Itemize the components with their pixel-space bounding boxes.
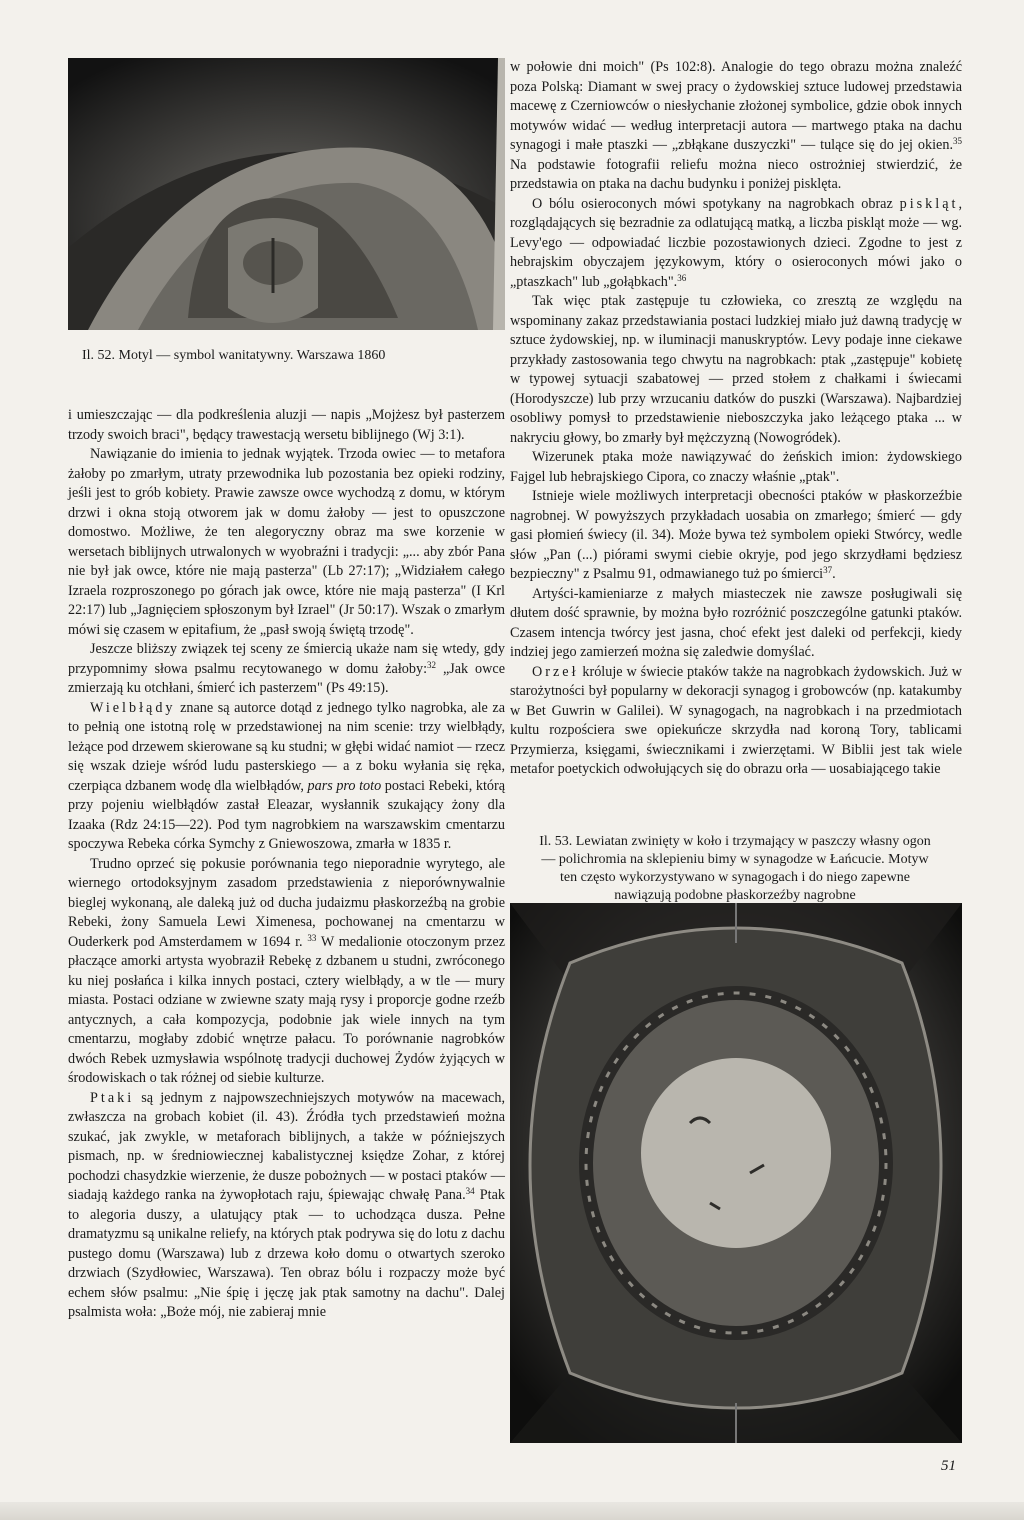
spaced-term: Ptaki [90, 1089, 135, 1106]
page-bottom-edge [0, 1502, 1024, 1520]
footnote-ref: 32 [427, 659, 437, 670]
paragraph: i umieszczając — dla podkreślenia aluzji — napis „Mojżesz był pasterzem trzody swoich braci", będący trawestacją wersetu biblijnego (Wj 3:1). [68, 407, 505, 443]
italic-phrase: pars pro toto [307, 777, 382, 794]
footnote-ref: 36 [677, 272, 687, 283]
footnote-ref: 34 [465, 1186, 475, 1196]
footnote-ref: 37 [823, 565, 833, 575]
caption-line: ten często wykorzystywano w synagogach i do niego zapewne [560, 870, 910, 885]
spaced-term: piskląt [899, 195, 959, 212]
caption-line: — polichromia na sklepieniu bimy w synagodze w Łańcucie. Motyw [541, 852, 929, 867]
paragraph: Orzeł króluje w świecie ptaków także na nagrobkach żydowskich. Już w starożytności był popularny w dekoracji synagog i grobowców (np. katakumby w Bet Guwrin w Galilei). W synagogach, na nagrobkach i na przedmiotach kultu rozpościera swe opiekuńcze skrzydła nad koroną Tory, tablicami Przymierza, księgami, świecznikami i zwierzętami. W Biblii jest tak wiele metafor poetyckich odwołujących się do obrazu orła — uosabiającego takie [510, 663, 962, 777]
paragraph: Wielbłądy znane są autorce dotąd z jednego tylko nagrobka, ale za to pełnią one istotną rolę w przedstawionej na nim scenie: trzy wielbłądy, leżące pod drzewem skierowane są ku studni; w głębi widać namiot — rzecz się wszak dzieje wśród ludu pasterskiego — a z boku wyłania się ręka, czerpiąca dzbanem wodę dla wielbłądów, pars pro toto postaci Rebeki, którą przy pojeniu wielbłądów zastał Eleazar, wysłannik szukający żony dla Izaaka (Rdz 24:15—22). Pod tym nagrobkiem na warszawskim cmentarzu spoczywa Rebeka córka Symchy z Gniewoszowa, zmarła w 1835 r. [68, 699, 505, 852]
footnote-ref: 35 [953, 136, 962, 146]
footnote-ref: 33 [307, 932, 317, 943]
page-number: 51 [941, 1458, 956, 1474]
paragraph: w połowie dni moich" (Ps 102:8). Analogie do tego obrazu można znaleźć poza Polską: Diamant w swej pracy o żydowskiej sztuce ludowej przedstawia macewę z Czerniowców o niesłychanie złożonej symbolice, gdzie obok innych motywów widać — według interpretacji autora — martwego ptaka na dachu synagogi i małe ptaszki — „zbłąkane duszyczki" — tulące się do jej okien.$^{35}$ Na podstawie fotografii reliefu można nieco ostrożniej stwierdzić, że przedstawia on ptaka na dachu budynku i poniżej pisklęta. [510, 59, 962, 192]
spaced-term: Wielbłądy [90, 699, 176, 716]
caption-line: nawiązują podobne płaskorzeźby nagrobne [614, 888, 856, 903]
figure-53-caption [510, 833, 960, 905]
paragraph: Wizerunek ptaka może nawiązywać do żeńskich imion: żydowskiego Fajgel lub hebrajskiego Cipora, co znaczy właśnie „ptak". [510, 449, 962, 485]
right-text-column [510, 58, 962, 780]
butterfly-relief-photo [68, 58, 505, 330]
paragraph: Tak więc ptak zastępuje tu człowieka, co zresztą ze względu na wspominany zakaz przedstawiania postaci ludzkiej miało już dawną tradycję w sztuce żydowskiej, np. w iluminacji manuskryptów. Levy podaje inne ciekawe przykłady zastosowania tego chwytu na nagrobkach: ptak „zastępuje" kobietę w typowej sytuacji szabatowej — przed stołem z chałkami i świecami (Horodyszcze) lub przy wrzucaniu datków do puszki (Warszawa). Najbardziej osobliwy pomysł to przedstawienie nieboszczyka jako leżącego ptaka ... w nakryciu głowy, bo zmarły był mężczyzną (Nowogródek). [510, 293, 962, 446]
paragraph: Ptaki są jednym z najpowszechniejszych motywów na macewach, zwłaszcza na grobach kobiet (il. 43). Źródła tych przedstawień można szukać, jak zwykle, w metaforach biblijnych, a także w późniejszych pismach, np. w średniowiecznej kabalistycznej księdze Zohar, z której pochodzi chasydzkie wierzenie, że dusze pobożnych — w postaci ptaków — siadają każdego ranka na żywopłotach raju, śpiewając chwałę Pana.$^{34}$ Ptak to alegoria duszy, a ulatujący ptak — to uchodząca dusza. Pełne dramatyzmu są unikalne reliefy, na których ptak podrywa się do lotu z dachu pustego domu (Warszawa) lub z drzewa koło domu o otwartych szeroko drzwiach (Szydłowiec, Warszawa). Ten obraz bólu i rozpaczy może być echem słów psalmu: „Nie śpię i jęczę jak ptak samotny na dachu". Dalej psalmista woła: „Boże mój, nie zabieraj mnie [68, 1089, 505, 1320]
butterfly-relief-image [68, 58, 505, 330]
paragraph: O bólu osieroconych mówi spotykany na nagrobkach obraz piskląt, rozglądających się bezradnie za odlatującą matką, a liczba piskląt może — wg. Levy'ego — odpowiadać liczbie pozostawionych dzieci. Zgodne to jest z hebrajskim obyczajem językowym, który o osieroconych mówi jako o „ptaszkach" lub „gołąbkach".$^{36}$ [510, 195, 962, 290]
paragraph: Artyści-kamieniarze z małych miasteczek nie zawsze posługiwali się dłutem dość sprawnie, by można było rozróżnić poszczególne gatunki ptaków. Czasem intencja twórcy jest jasna, choć efekt jest daleki od perfekcji, kiedy indziej jego zamierzeń można się zaledwie domyślać. [510, 585, 962, 660]
caption-line: Il. 53. Lewiatan zwinięty w koło i trzymający w paszczy własny ogon [539, 834, 931, 849]
leviathan-ceiling-image [510, 903, 962, 1443]
left-text-column [68, 406, 505, 1323]
paragraph: Nawiązanie do imienia to jednak wyjątek. Trzoda owiec — to metafora żałoby po zmarłym, utraty przewodnika lub pozostania bez opieki rodziny, jeśli jest to grób kobiety. Prawie zawsze owce wychodzą z domu, w którym drzwi i okna stoją otworem jak w domu żałoby — jest to opuszczone domostwo. Możliwe, że ten alegoryczny obraz ma swe korzenie w wersetach biblijnych utrwalonych w wyobraźni i tradycji: „... aby zbór Pana nie był jak owce, które nie mają pasterza" (Lb 27:17); „Widziałem całego Izraela rozproszonego po górach jak owce, które nie mają pasterza" (I Krl 22:17) lub „Jagnięciem spłoszonym był Izrael" (Jr 50:17). Wszak o zmarłym mówi się czasem w epitafium, że „pasł swoją świętą trzodę". [68, 446, 505, 638]
paragraph: Trudno oprzeć się pokusie porównania tego nieporadnie wyrytego, ale wiernego ortodoksyjnym zasadom przedstawienia z nieporównywalnie bieglej wykonaną, ale daleką już od ducha judaizmu płaskorzeźbą na grobie Rebeki, żony Samuela Lewi Ximenesa, pochowanej na cmentarzu w Ouderkerk pod Amsterdamem w 1694 r. $^{33}$ W medalionie otoczonym przez płaczące amorki artysta wyobraził Rebekę z dzbanem u studni, zwróconego ku niej posłańca i kilka innych postaci, cztery wielbłądy, a w tle — mury miasta. Postaci odziane w zwiewne szaty mają rysy i proporcje godne rzeźb antycznych, a cała kompozycja, podobnie jak wiele innych na tym cmentarzu, mogłaby zdobić wnętrze pałacu. To porównanie nagrobków dwóch Rebek uzmysławia wspólnotę tradycji duchowej Żydów żyjących w środowiskach o tak różnej od siebie kulturze. [68, 855, 506, 1086]
leviathan-ceiling-photo [510, 903, 962, 1443]
figure-52-caption: Il. 52. Motyl — symbol wanitatywny. Warszawa 1860 [82, 348, 386, 363]
paragraph: Istnieje wiele możliwych interpretacji obecności ptaków w płaskorzeźbie nagrobnej. W powyższych przykładach uosabia on zmarłego; śmierć — gdy gasi płomień świecy (il. 34). Może bywa też symbolem opieki Stwórcy, wedle słów „Pan (...) piórami swymi ciebie okryje, pod jego skrzydłami będziesz bezpieczny" z Psalmu 91, odmawianego tuż po śmierci$^{37}$. [510, 488, 962, 582]
spaced-term: Orzeł [532, 663, 579, 680]
paragraph: Jeszcze bliższy związek tej sceny ze śmiercią ukaże nam się wtedy, gdy przypomnimy słowa psalmu recytowanego w domu żałoby:$^{32}$ „Jak owce zmierzają ku otchłani, śmierć ich pasterzem" (Ps 49:15). [68, 641, 505, 696]
